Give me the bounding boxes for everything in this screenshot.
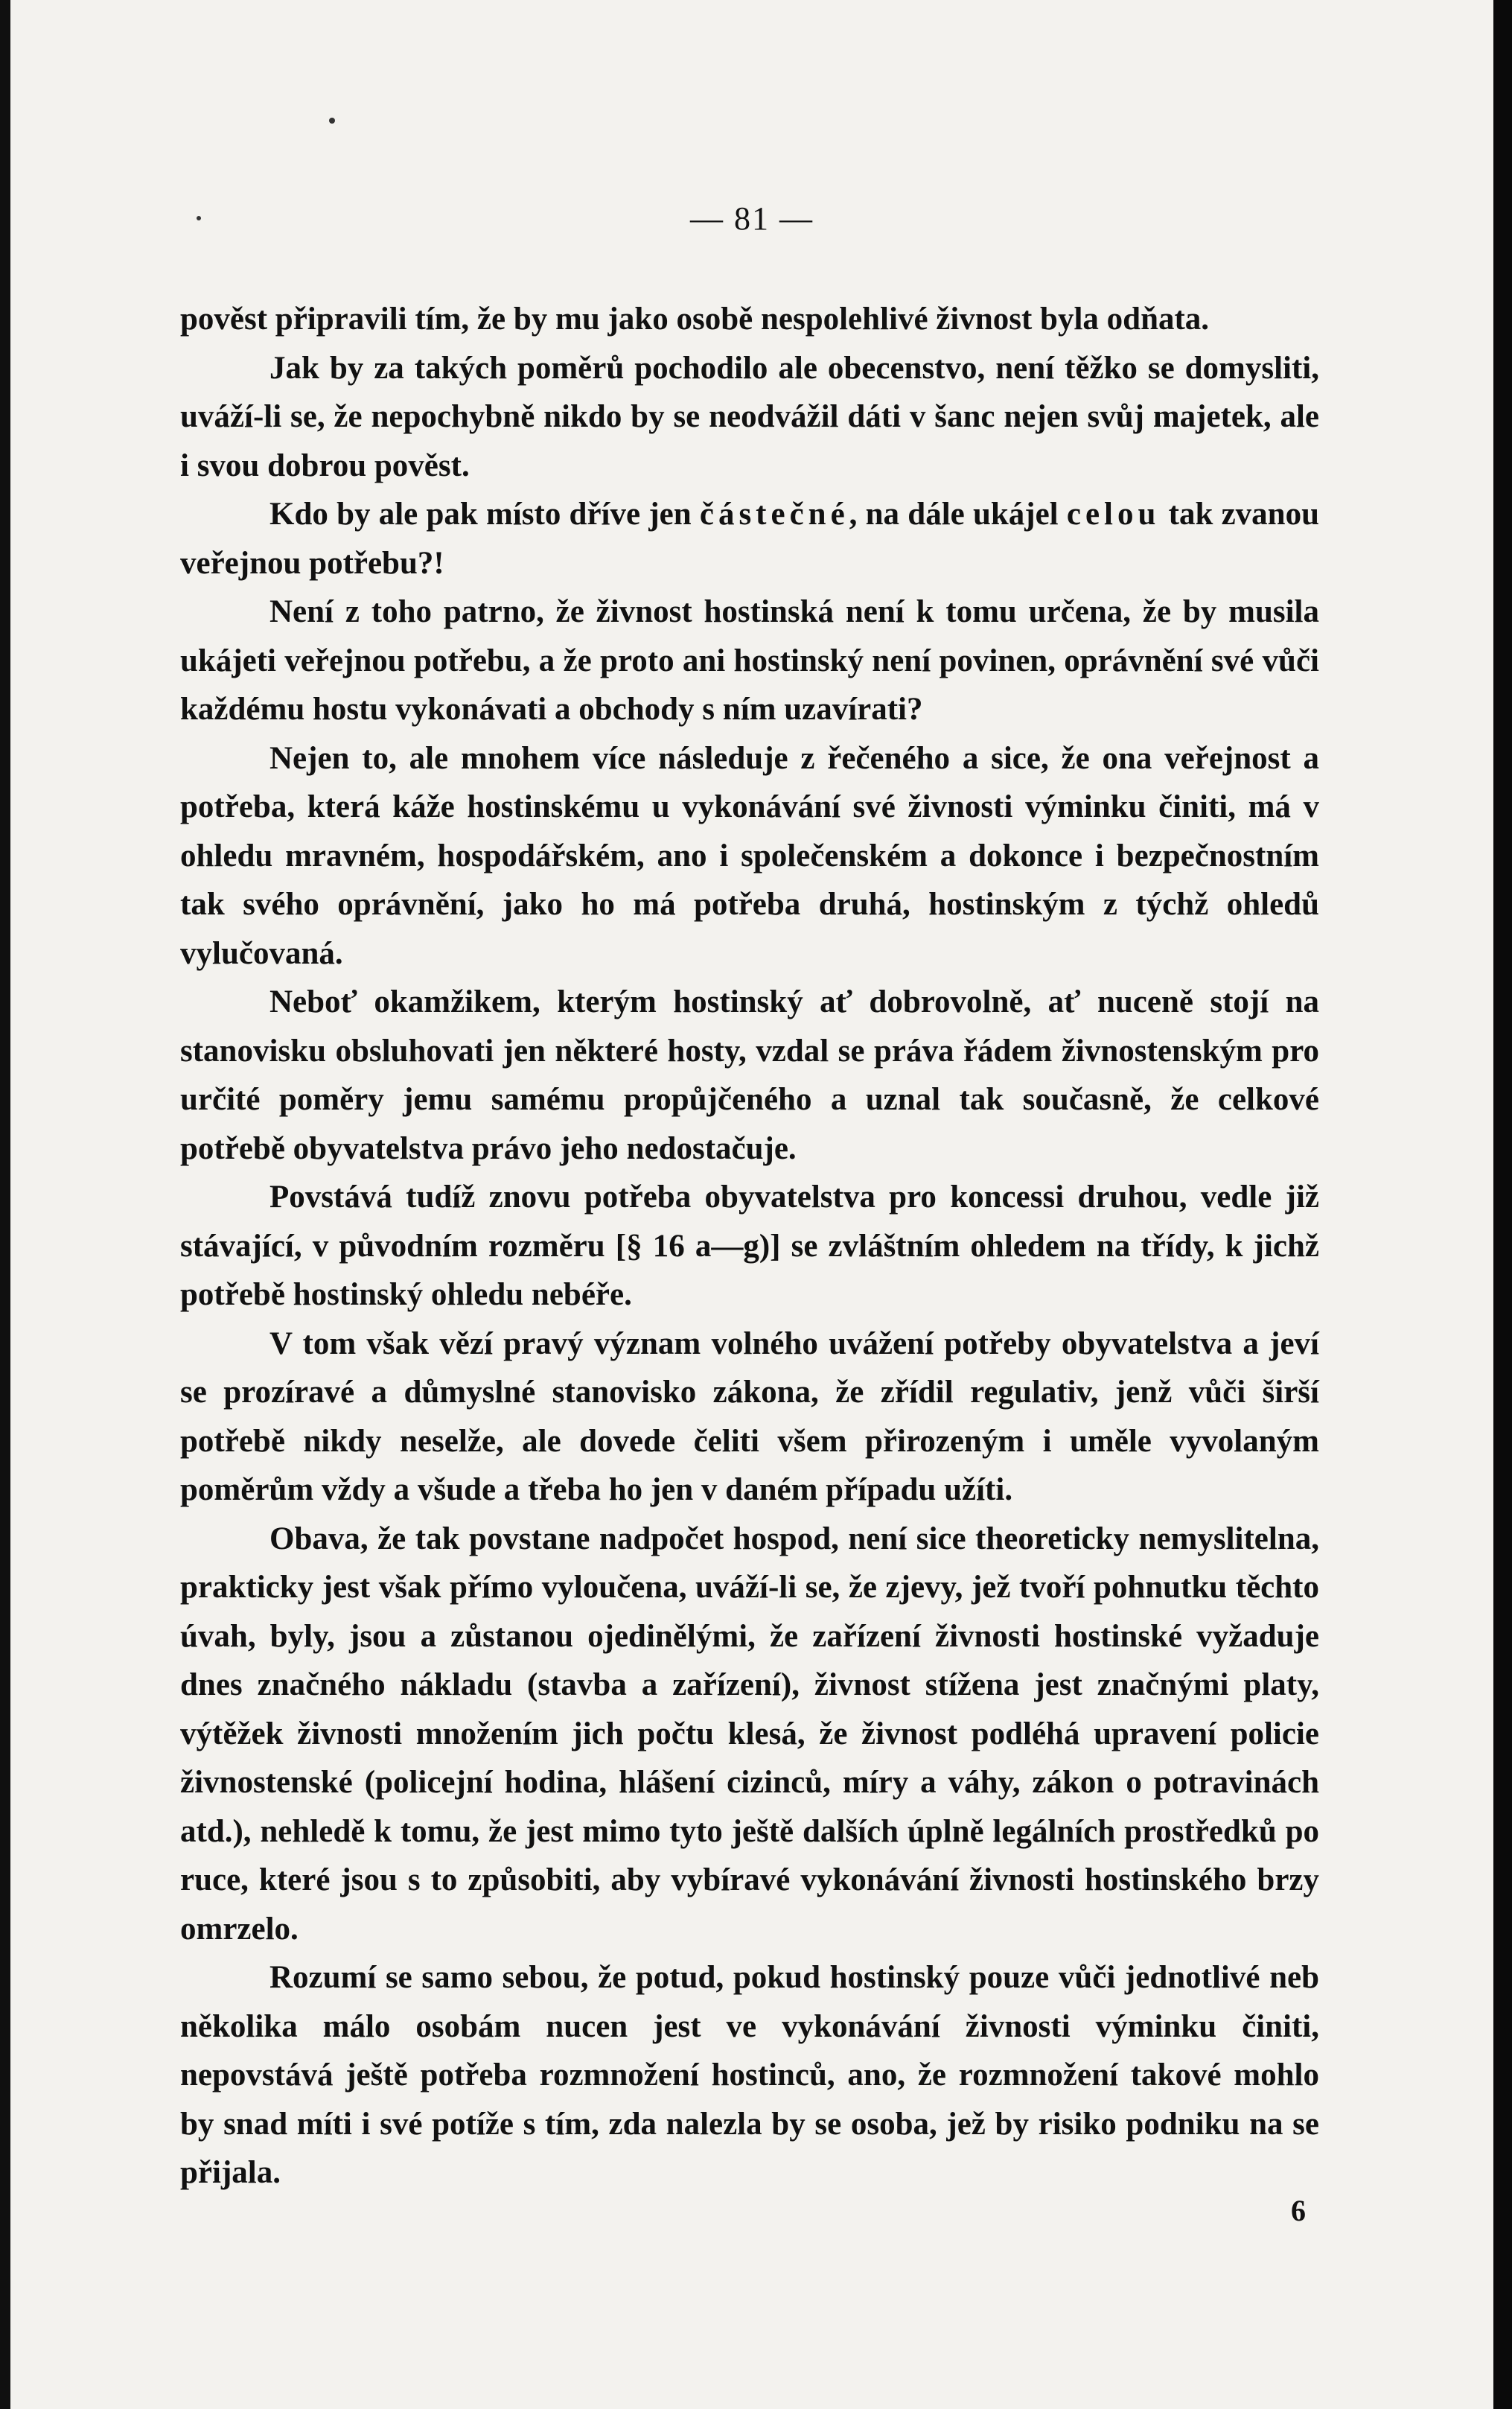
body-text — [180, 295, 1319, 2198]
scan-edge — [1493, 0, 1512, 2409]
paragraph: Rozumí se samo sebou, že potud, pokud hostinský pouze vůči jednotlivé neb několika málo osobám nucen jest ve vykonávání živnosti výminku činiti, nepovstává ještě potřeba rozmnožení hostinců, ano, že rozmnožení takové mohlo by snad míti i své potíže s tím, zda nalezla by se osoba, jež by risiko podniku na se přijala. — [180, 1960, 1319, 2190]
paragraph: Nejen to, ale mnohem více následuje z řečeného a sice, že ona veřejnost a potřeba, která káže hostinskému u vykonávání své živnosti výminku činiti, má v ohledu mravném, hospodářském, ano i společenském a dokonce i bezpečnostním tak svého oprávnění, jako ho má potřeba druhá, hostinským z týchž ohledů vylučovaná. — [180, 740, 1319, 971]
paragraph: pověst připravili tím, že by mu jako osobě nespolehlivé živnost byla odňata. — [180, 302, 1210, 337]
book-page — [10, 0, 1493, 2409]
paragraph: Neboť okamžikem, kterým hostinský ať dobrovolně, ať nuceně stojí na stanovisku obsluhovati jen některé hosty, vzdal se práva řádem živnostenským pro určité poměry jemu samému propůjčeného a uznal tak současně, že celkové potřebě obyvatelstva právo jeho nedostačuje. — [180, 984, 1319, 1166]
emphasis-spaced: celou — [1066, 497, 1161, 532]
paragraph: V tom však vězí pravý význam volného uvážení potřeby obyvatelstva a jeví se prozíravé a důmyslné stanovisko zákona, že zřídil regulativ, jenž vůči širší potřebě nikdy neselže, ale dovede čeliti všem přirozeným i uměle vyvolaným poměrům vždy a všude a třeba ho jen v daném případu užíti. — [180, 1326, 1319, 1507]
paragraph: Obava, že tak povstane nadpočet hospod, není sice theoreticky nemyslitelna, prakticky jest však přímo vyloučena, uváží-li se, že zjevy, jež tvoří pohnutku těchto úvah, byly, jsou a zůstanou ojedinělými, že zařízení živnosti hostinské vyžaduje dnes značného nákladu (stavba a zařízení), živnost stížena jest značnými platy, výtěžek živnosti množením jich počtu klesá, že živnost podléhá upravení policie živnostenské (policejní hodina, hlášení cizinců, míry a váhy, zákon o potravinách atd.), nehledě k tomu, že jest mimo tyto ještě dalších úplně legálních prostředků po ruce, které jsou s to způsobiti, aby vybíravé vykonávání živnosti hostinského brzy omrzelo. — [180, 1521, 1319, 1947]
paragraph: Jak by za takých poměrů pochodilo ale obecenstvo, není těžko se domysliti, uváží-li se, že nepochybně nikdo by se neodvážil dáti v šanc nejen svůj majetek, ale i svou dobrou pověst. — [180, 350, 1319, 483]
scan-speck — [329, 118, 335, 124]
paragraph: Není z toho patrno, že živnost hostinská není k tomu určena, že by musila ukájeti veřejnou potřebu, a že proto ani hostinský není povinen, oprávnění své vůči každému hostu vykonávati a obchody s ním uzavírati? — [180, 594, 1319, 727]
paragraph: Povstává tudíž znovu potřeba obyvatelstva pro koncessi druhou, vedle již stávající, v původním rozměru [§ 16 a—g)] se zvláštním ohledem na třídy, k jichž potřebě hostinský ohledu nebéře. — [180, 1180, 1319, 1312]
signature-mark: 6 — [1291, 2194, 1306, 2227]
text-run: Kdo by ale pak místo dříve jen — [269, 497, 700, 532]
text-run: , na dále ukájel — [849, 497, 1067, 532]
scan-speck — [197, 216, 201, 220]
emphasis-spaced: částečné — [699, 497, 849, 532]
paragraph — [180, 490, 1319, 588]
page-number: — 81 — — [690, 200, 814, 237]
text-run: tak zvanou veřejnou potřebu?! — [180, 497, 1319, 581]
